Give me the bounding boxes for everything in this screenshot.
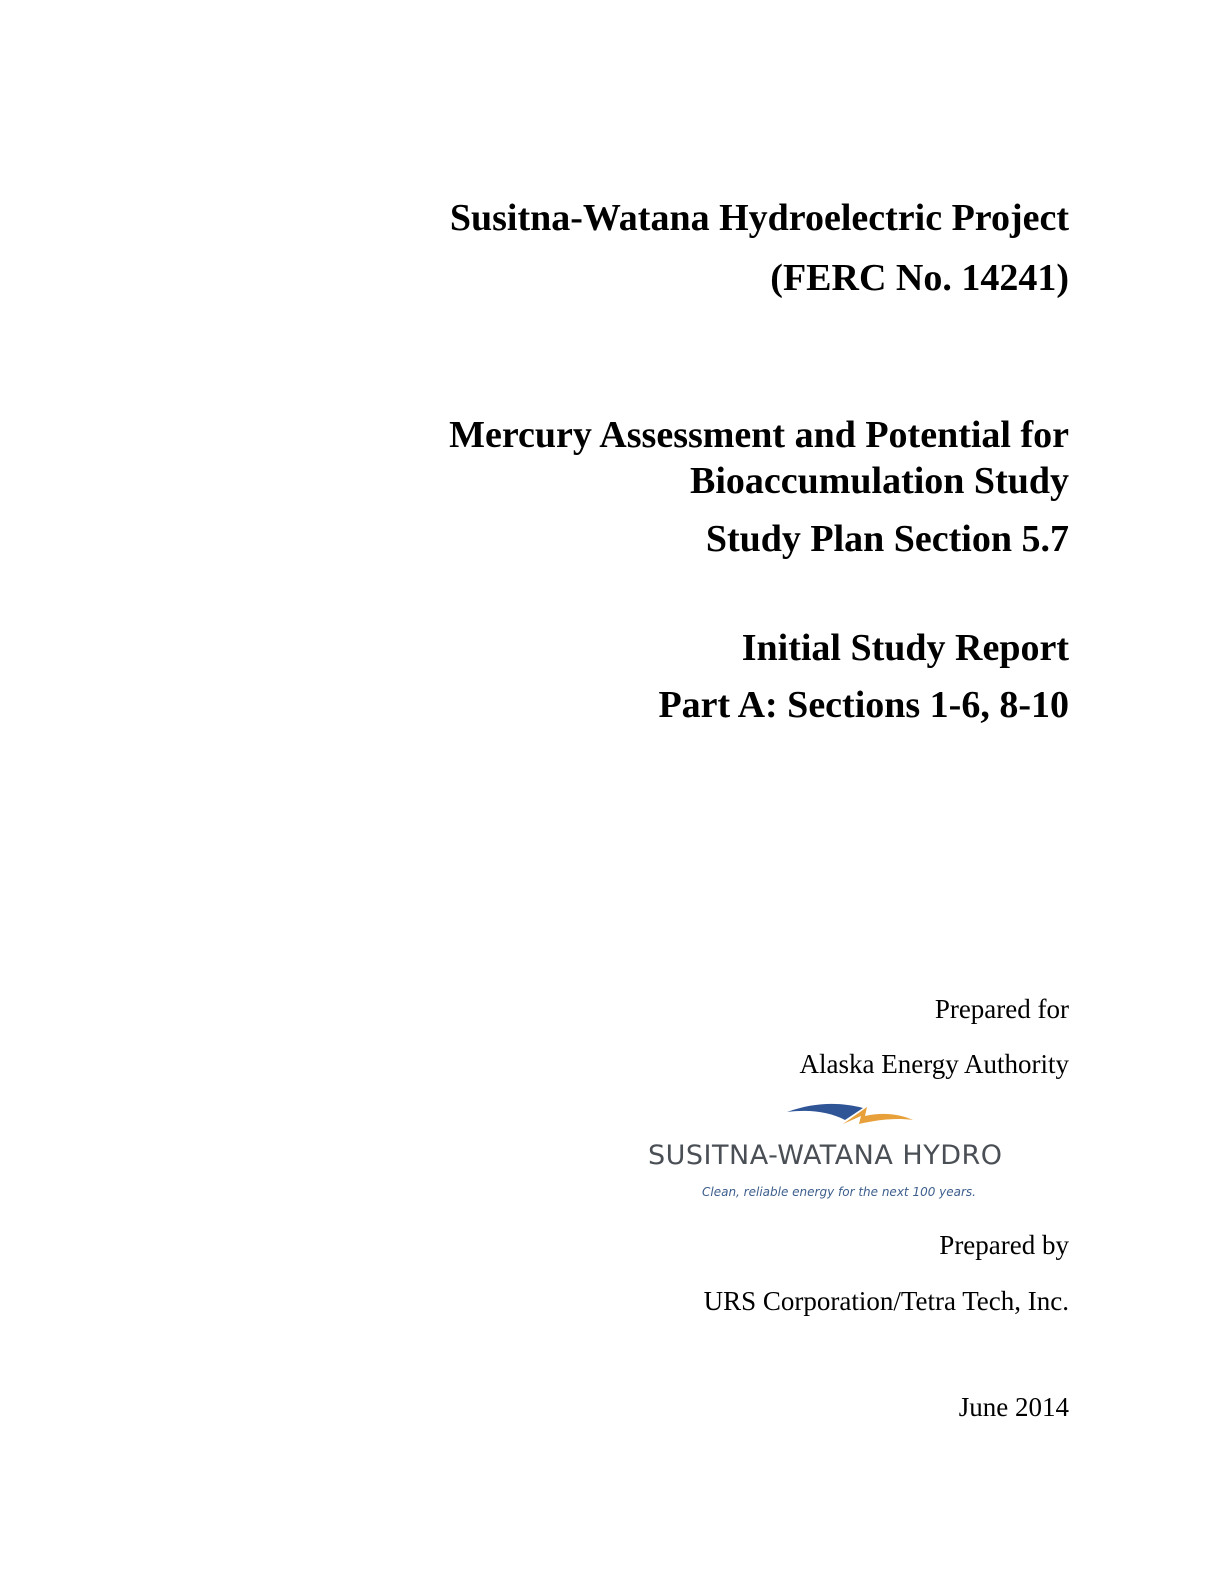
- study-title-line2: Bioaccumulation Study: [689, 460, 1069, 502]
- prepared-by-org: URS Corporation/Tetra Tech, Inc.: [703, 1286, 1069, 1316]
- logo-tagline: Clean, reliable energy for the next 100 years.: [702, 1185, 976, 1199]
- susitna-watana-hydro-logo: [640, 1098, 1060, 1208]
- study-title-line1: Mercury Assessment and Potential for: [449, 414, 1069, 456]
- logo-name: SUSITNA-WATANA HYDRO: [648, 1140, 1003, 1171]
- study-plan-section: Study Plan Section 5.7: [705, 518, 1069, 560]
- report-part: Part A: Sections 1-6, 8-10: [658, 684, 1069, 726]
- report-type: Initial Study Report: [741, 627, 1069, 669]
- prepared-for-label: Prepared for: [934, 994, 1069, 1024]
- ferc-number: (FERC No. 14241): [770, 257, 1069, 299]
- report-date: June 2014: [958, 1392, 1069, 1422]
- lightning-swoosh-icon: [785, 1098, 915, 1132]
- prepared-by-label: Prepared by: [939, 1230, 1069, 1260]
- project-title: Susitna-Watana Hydroelectric Project: [449, 197, 1069, 239]
- prepared-for-org: Alaska Energy Authority: [799, 1049, 1069, 1079]
